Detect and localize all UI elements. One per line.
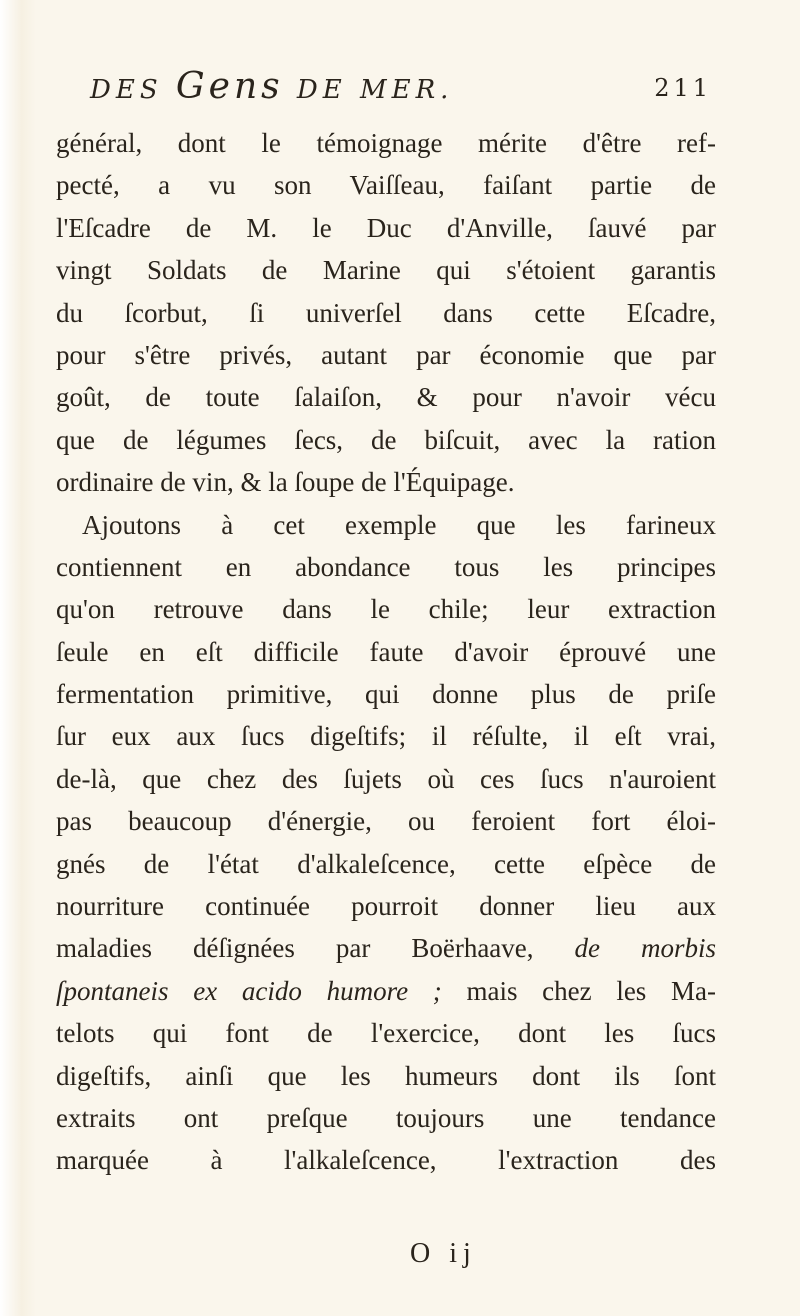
text-line: nourriture continuée pourroit donner lieu aux [56,891,716,922]
text-segment: mais chez les Ma- [466,975,716,1006]
text-line-mixed [56,927,716,969]
text-line: du ſcorbut, ſi univerſel dans cette Eſcadre, [56,297,716,328]
body-text [56,122,716,1182]
text-line-mixed [56,970,716,1012]
text-line: ſur eux aux ſucs digeſtifs; il réſulte, il eſt vrai, [56,721,716,752]
text-line: gnés de l'état d'alkaleſcence, cette eſpèce de [56,848,716,879]
text-line: ordinaire de vin, & la ſoupe de l'Équipage. [56,467,515,498]
text-segment: maladies déſignées par Boërhaave, [56,933,534,964]
gutter-shadow [0,0,36,1316]
text-line: telots qui font de l'exercice, dont les ſucs [56,1018,716,1049]
text-line: Ajoutons à cet exemple que les farineux [82,509,716,540]
text-line: digeſtifs, ainſi que les humeurs dont ils ſont [56,1060,716,1091]
text-line: pour s'être privés, autant par économie que par [56,339,716,370]
italic-latin: de morbis [574,933,716,964]
text-line: contiennent en abondance tous les principes [56,551,716,582]
running-head [90,62,712,122]
text-line: qu'on retrouve dans le chile; leur extraction [56,594,716,625]
text-line: l'Eſcadre de M. le Duc d'Anville, ſauvé par [56,212,716,243]
signature-mark: O ij [410,1238,477,1269]
running-title [90,66,453,107]
page-number: 211 [654,74,712,102]
text-line: pecté, a vu son Vaiſſeau, faiſant partie de [56,170,716,201]
running-title-rest: DE MER. [296,75,454,105]
running-title-gens: Gens [175,66,284,107]
text-line: ſeule en eſt difficile faute d'avoir éprouvé une [56,636,716,667]
text-line: vingt Soldats de Marine qui s'étoient garantis [56,255,716,286]
text-line: pas beaucoup d'énergie, ou feroient fort éloi- [56,806,716,837]
text-line: que de légumes ſecs, de biſcuit, avec la ration [56,424,716,455]
text-line: fermentation primitive, qui donne plus de priſe [56,679,716,710]
text-line: de-là, que chez des ſujets où ces ſucs n'auroient [56,763,716,794]
text-line: général, dont le témoignage mérite d'être ref- [56,128,716,158]
text-line: marquée à l'alkaleſcence, l'extraction des [56,1145,716,1176]
italic-latin: ſpontaneis ex acido humore ; [56,975,442,1006]
running-title-des: DES [90,75,163,105]
text-line: goût, de toute ſalaiſon, & pour n'avoir vécu [56,382,716,413]
text-line: extraits ont preſque toujours une tendance [56,1102,716,1133]
